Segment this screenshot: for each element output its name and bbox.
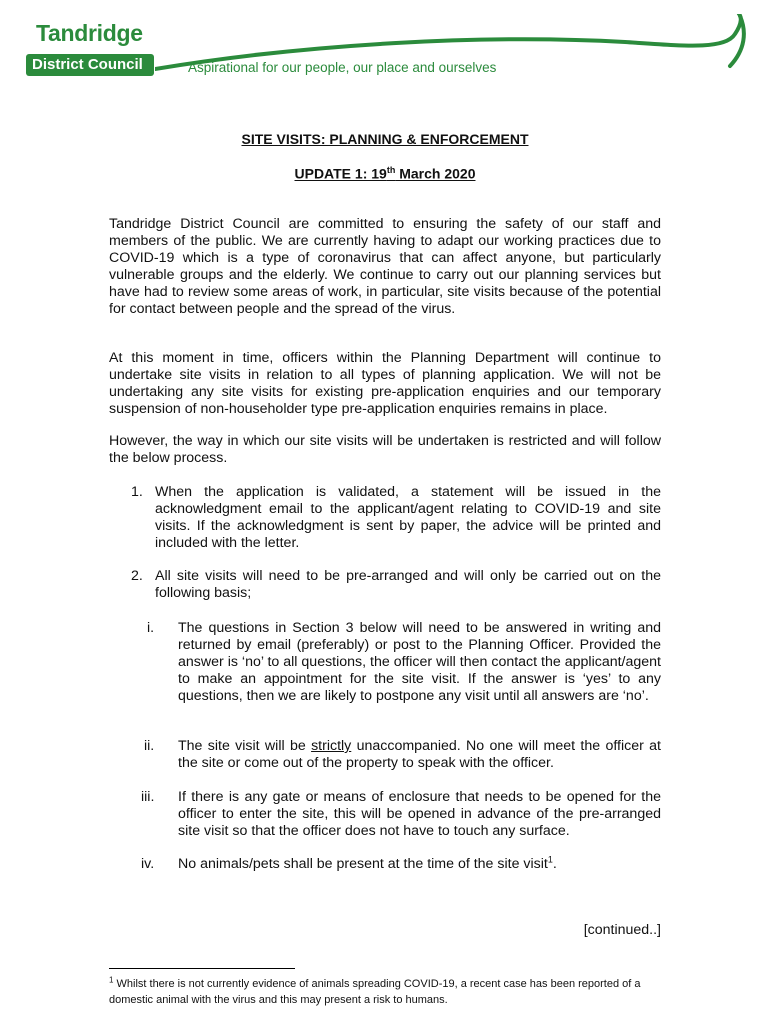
- sublist-marker-i: i.: [147, 620, 155, 636]
- paragraph-current: At this moment in time, officers within the Planning Department will continue to undertake site visits in relation to all types of planning application. We will not be undertaking any site visits for existing pre-application enquiries and our temporary suspension of non-householder type pre-application enquiries remains in place.: [109, 350, 661, 417]
- sublist-iv-end: .: [552, 856, 557, 872]
- update-sup: th: [386, 165, 396, 175]
- update-line: [0, 165, 770, 182]
- continued-label: [continued..]: [583, 922, 661, 938]
- logo-text-bottom: District Council: [32, 56, 143, 73]
- footnote-number: 1: [109, 975, 114, 985]
- sublist-ii-before: The site visit will be: [178, 738, 312, 754]
- footnote: [109, 976, 669, 1008]
- sublist-marker-ii: ii.: [144, 738, 155, 754]
- list-item-2: All site visits will need to be pre-arranged and will only be carried out on the following basis;: [155, 568, 661, 601]
- sublist-marker-iii: iii.: [141, 789, 155, 805]
- update-suffix: March 2020: [395, 165, 476, 182]
- sublist-ii-emphasis: strictly: [311, 738, 352, 754]
- sublist-ii-after: unaccompanied. No one will meet the officer at the site or come out of the property to speak with the officer.: [178, 738, 661, 771]
- footnote-divider: [109, 968, 295, 969]
- update-prefix: UPDATE 1: 19: [294, 165, 387, 182]
- sublist-item-i: The questions in Section 3 below will need to be answered in writing and returned by email (preferably) or post to the Planning Officer. Provided the answer is ‘no’ to all questions, the officer will then contact the applicant/agent to make an appointment for the site visit. If the answer is ‘yes’ to any questions, then we are likely to postpone any visit until all answers are ‘no’.: [178, 620, 661, 704]
- paragraph-process: However, the way in which our site visits will be undertaken is restricted and will follow the below process.: [109, 433, 661, 466]
- list-marker-2: 2.: [131, 568, 143, 584]
- council-logo: [26, 20, 156, 76]
- sublist-marker-iv: iv.: [141, 856, 155, 872]
- sublist-item-iii: If there is any gate or means of enclosure that needs to be opened for the officer to enter the site, this will be opened in advance of the pre-arranged site visit so that the officer does not have to touch any surface.: [178, 789, 661, 839]
- sublist-iv-text: No animals/pets shall be present at the time of the site visit: [178, 856, 548, 872]
- document-title: SITE VISITS: PLANNING & ENFORCEMENT: [241, 131, 529, 147]
- tagline: Aspirational for our people, our place and ourselves: [188, 60, 497, 75]
- paragraph-intro: Tandridge District Council are committed to ensuring the safety of our staff and members of the public. We are currently having to adapt our working practices due to COVID-19 which is a type of coronavirus that can affect anyone, but particularly vulnerable groups and the elderly. We continue to carry out our planning services but have had to review some areas of work, in particular, site visits because of the potential for contact between people and the spread of the virus.: [109, 216, 661, 317]
- sublist-item-iv: [178, 856, 661, 873]
- footnote-ref: 1: [547, 854, 553, 865]
- list-marker-1: 1.: [131, 484, 143, 500]
- list-item-1: When the application is validated, a statement will be issued in the acknowledgment email to the applicant/agent relating to COVID-19 and site visits. If the acknowledgment is sent by paper, the advice will be printed and included with the letter.: [155, 484, 661, 551]
- footnote-text: Whilst there is not currently evidence of animals spreading COVID-19, a recent case has been reported of a domestic animal with the virus and this may present a risk to humans.: [109, 978, 641, 1006]
- sublist-item-ii: [178, 738, 661, 772]
- logo-text-top: Tandridge: [36, 20, 143, 46]
